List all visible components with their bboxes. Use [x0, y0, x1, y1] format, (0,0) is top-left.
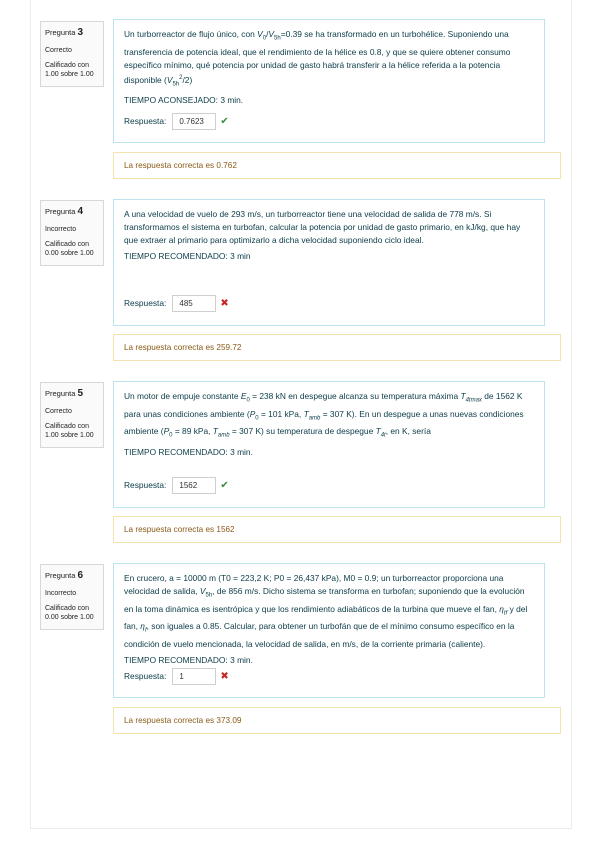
- question-number: Pregunta 5: [45, 388, 84, 399]
- question-info-3: [40, 21, 104, 87]
- question-status: Incorrecto: [45, 589, 77, 597]
- question-grade: 0.00 sobre 1.00: [45, 250, 94, 258]
- answer-label: Respuesta:: [124, 298, 167, 308]
- answer-label: Respuesta:: [124, 116, 167, 126]
- question-box-6: [113, 563, 545, 698]
- feedback-4: La respuesta correcta es 259.72: [113, 334, 561, 361]
- answer-input[interactable]: [172, 668, 216, 685]
- time-note: TIEMPO RECOMENDADO: 3 min.: [124, 447, 253, 458]
- question-status: Correcto: [45, 46, 72, 54]
- answer-label: Respuesta:: [124, 480, 167, 490]
- question-box-5: [113, 381, 545, 508]
- question-info-5: [40, 382, 104, 448]
- question-grade: 0.00 sobre 1.00: [45, 614, 94, 622]
- answer-label: Respuesta:: [124, 671, 167, 681]
- check-icon: ✔: [220, 116, 229, 127]
- feedback-5: La respuesta correcta es 1562: [113, 516, 561, 543]
- question-text: A una velocidad de vuelo de 293 m/s, un turborreactor tiene una velocidad de salida de 778 m/s. Si transformamos el sistema en turbofan, calcular la potencia por unidad de gasto primario, en kJ/kg, que hay que extraer al primario para optimizarlo a dicha velocidad suponiendo ciclo ideal.: [124, 209, 521, 245]
- cross-icon: ✖: [220, 671, 229, 682]
- question-grade: 1.00 sobre 1.00: [45, 432, 94, 440]
- question-text: Un turborreactor de flujo único, con $V_0/V_{5h}=0.39$ se ha transformado en un turbohélice. Suponiendo una transferencia de potencia ideal, que el rendimiento de la hélice es 0.8, y que se quiere obtener consumo específico mínimo, qué potencia por unidad de gasto habrá transferir a la hélice referida a la potencia disponible $(V_{5h}^2/2)$: [124, 29, 511, 88]
- question-status: Correcto: [45, 407, 72, 415]
- question-box-4: [113, 199, 545, 326]
- question-grade-prefix: Calificado con: [45, 240, 89, 248]
- question-grade-prefix: Calificado con: [45, 61, 89, 69]
- answer-row: [124, 477, 229, 494]
- cross-icon: ✖: [220, 298, 229, 309]
- question-info-4: [40, 200, 104, 266]
- question-number: Pregunta 3: [45, 27, 84, 38]
- answer-row: [124, 668, 229, 685]
- question-status: Incorrecto: [45, 225, 77, 233]
- time-note: TIEMPO RECOMENDADO: 3 min.: [124, 655, 253, 666]
- answer-input[interactable]: [172, 477, 216, 494]
- question-text: Un motor de empuje constante $E_0 = 238$ kN en despegue alcanza su temperatura máxima $T_{4tmax}$ de 1562 K para unas condiciones ambiente ($P_0 = 101$ kPa, $T_{amb} = 307$ K). En un despegue a unas nuevas condiciones ambiente ($P_0 = 89$ kPa, $T_{amb} = 307$ K) su temperatura de despegue $T_{4t}$, en K, sería: [124, 391, 524, 440]
- question-grade-prefix: Calificado con: [45, 604, 89, 612]
- question-number: Pregunta 6: [45, 570, 84, 581]
- answer-row: [124, 295, 229, 312]
- question-grade-prefix: Calificado con: [45, 422, 89, 430]
- question-grade: 1.00 sobre 1.00: [45, 71, 94, 79]
- question-info-6: [40, 564, 104, 630]
- check-icon: ✔: [220, 480, 229, 491]
- feedback-3: La respuesta correcta es 0.762: [113, 152, 561, 179]
- answer-row: [124, 113, 229, 130]
- answer-input[interactable]: [172, 113, 216, 130]
- question-text: En crucero, a = 10000 m (T0 = 223,2 K; P0 = 26,437 kPa), M0 = 0.9; un turborreactor proporciona una velocidad de salida, $V_{5h}$, de 856 m/s. Dicho sistema se transforma en turbofan; suponiendo que la evolución en la toma dinámica es isentrópica y que los rendimiento adiabáticos de la turbina que mueve el fan, $\eta_{tf}$ y del fan, $\eta_f$, son iguales a 0.85. Calcular, para obtener un turbofán que de el mínimo consumo específico en la condición de vuelo mencionada, la velocidad de salida, en m/s, de la corriente primaria (caliente).: [124, 573, 528, 650]
- feedback-6: La respuesta correcta es 373.09: [113, 707, 561, 734]
- time-note: TIEMPO ACONSEJADO: 3 min.: [124, 95, 244, 106]
- question-box-3: [113, 19, 545, 143]
- question-number: Pregunta 4: [45, 206, 84, 217]
- time-note: TIEMPO RECOMENDADO: 3 min: [124, 251, 251, 261]
- answer-input[interactable]: [172, 295, 216, 312]
